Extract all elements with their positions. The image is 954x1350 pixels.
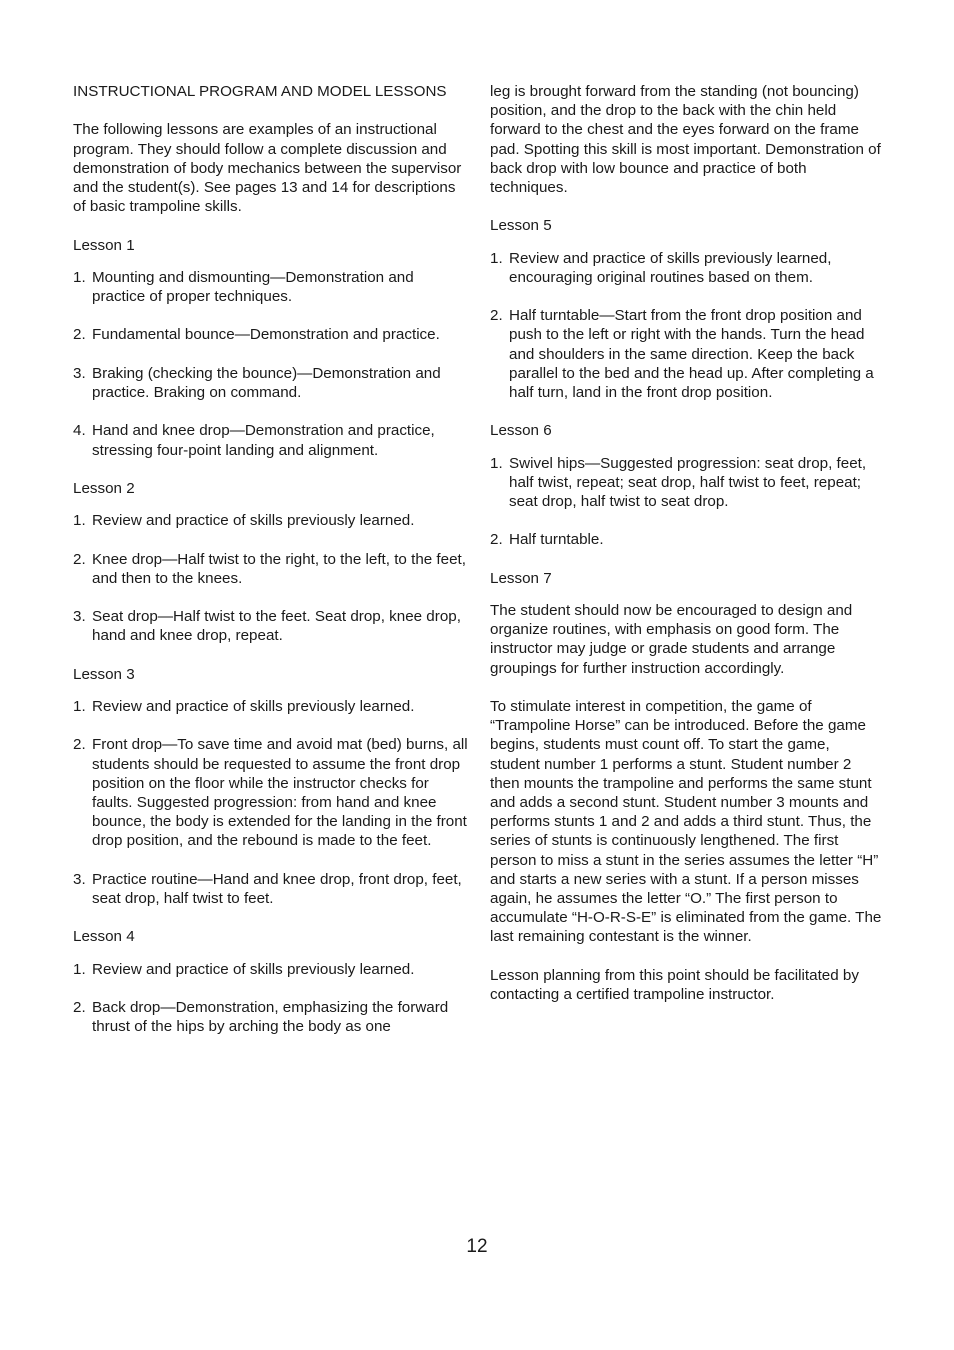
item-number: 1. — [490, 454, 503, 472]
item-number: 2. — [73, 326, 86, 344]
item-number: 4. — [73, 422, 86, 440]
list-item — [73, 268, 468, 306]
intro-paragraph: The following lessons are examples of an instructional program. They should follow a complete discussion and demonstration of body mechanics between the supervisor and the student(s). See pages 13 and 14 for descriptions of basic trampoline skills. — [73, 121, 462, 216]
list-item — [490, 249, 882, 287]
list-item — [490, 306, 882, 402]
item-text: Swivel hips—Suggested progression: seat drop, feet, half twist, repeat; seat drop, half twist to feet, repeat; seat drop, half twist to seat drop. — [509, 454, 867, 511]
lesson-heading: Lesson 1 — [73, 236, 135, 254]
continuation-paragraph: leg is brought forward from the standing (not bouncing) position, and the drop to the back with the chin held forward to the chest and the eyes forward on the frame pad. Spotting this skill is most important. Demonstration of back drop with low bounce and practice of both techniques. — [490, 83, 881, 197]
list-item — [73, 550, 468, 588]
closing-paragraph: Lesson planning from this point should be facilitated by contacting a certified trampoline instructor. — [490, 966, 859, 1004]
left-column — [73, 82, 468, 1056]
list-item — [73, 511, 468, 530]
lesson-heading: Lesson 2 — [73, 479, 135, 497]
lesson-heading: Lesson 6 — [490, 422, 552, 440]
list-item — [490, 454, 882, 512]
list-item — [73, 364, 468, 402]
item-number: 1. — [73, 697, 86, 715]
item-text: Practice routine—Hand and knee drop, front drop, feet, seat drop, half twist to feet. — [92, 870, 462, 907]
section-title: INSTRUCTIONAL PROGRAM AND MODEL LESSONS — [73, 83, 447, 100]
item-text: Review and practice of skills previously learned. — [92, 512, 415, 530]
list-item — [73, 870, 468, 908]
item-text: Half turntable—Start from the front drop position and push to the left or right with the hands. Turn the head and shoulders in the same direction. Keep the back parallel to the bed and the head up. After completing a half turn, land in the front drop position. — [509, 307, 874, 402]
trampoline-horse-paragraph: To stimulate interest in competition, the game of “Trampoline Horse” can be introduced. Before the game begins, students must count off. To start the game, student number 1 performs a stunt. Student number 2 then mounts the trampoline and performs the same stunt and adds a second stunt. Student number 3 mounts and performs stunts 1 and 2 and adds a third stunt. Thus, the series of stunts is continuously lengthened. The first person to miss a stunt in the series assumes the letter “H” and starts a new series with a stunt. If a person misses again, he assumes the letter “O.” The first person to accumulate “H-O-R-S-E” is eliminated from the game. The last remaining contestant is the winner. — [490, 698, 882, 946]
item-text: Review and practice of skills previously learned. — [92, 697, 415, 715]
item-number: 1. — [73, 960, 86, 978]
item-text: Fundamental bounce—Demonstration and practice. — [92, 326, 440, 344]
item-number: 3. — [73, 364, 86, 382]
item-number: 1. — [73, 512, 86, 530]
item-number: 3. — [73, 608, 86, 626]
list-item — [73, 607, 468, 645]
page-number: 12 — [466, 1236, 488, 1257]
item-text: Review and practice of skills previously learned, encouraging original routines based on them. — [509, 249, 832, 286]
list-item — [73, 325, 468, 344]
list-item — [490, 530, 882, 549]
item-text: Half turntable. — [509, 531, 604, 549]
item-number: 2. — [73, 550, 86, 568]
item-text: Seat drop—Half twist to the feet. Seat drop, knee drop, hand and knee drop, repeat. — [92, 608, 461, 645]
lesson-heading: Lesson 3 — [73, 665, 135, 683]
item-number: 2. — [73, 736, 86, 754]
list-item — [73, 697, 468, 716]
lesson-heading: Lesson 5 — [490, 217, 552, 235]
right-column — [490, 82, 882, 1023]
item-text: Braking (checking the bounce)—Demonstration and practice. Braking on command. — [92, 364, 441, 401]
item-number: 3. — [73, 870, 86, 888]
item-number: 1. — [490, 249, 503, 267]
item-text: Front drop—To save time and avoid mat (bed) burns, all students should be requested to assume the front drop position on the floor while the instructor checks for faults. Suggested progression: from hand and knee bounce, the body is extended for the landing in the front drop position, and the rebound is made to the feet. — [92, 736, 468, 850]
item-text: Back drop—Demonstration, emphasizing the forward thrust of the hips by arching the body as one — [92, 998, 449, 1036]
item-number: 2. — [490, 307, 503, 325]
item-number: 2. — [490, 531, 503, 549]
lesson7-paragraph: The student should now be encouraged to design and organize routines, with emphasis on good form. The instructor may judge or grade students and arrange groupings for further instruction accordingly. — [490, 602, 853, 677]
item-text: Knee drop—Half twist to the right, to the left, to the feet, and then to the knees. — [92, 550, 466, 587]
list-item — [73, 998, 468, 1036]
item-text: Mounting and dismounting—Demonstration and practice of proper techniques. — [92, 268, 414, 305]
list-item — [73, 960, 468, 979]
item-text: Hand and knee drop—Demonstration and practice, stressing four-point landing and alignment. — [92, 422, 435, 459]
item-text: Review and practice of skills previously learned. — [92, 960, 415, 978]
list-item — [73, 421, 468, 459]
lesson-heading: Lesson 7 — [490, 569, 552, 587]
list-item — [73, 735, 468, 850]
lesson-heading: Lesson 4 — [73, 928, 135, 946]
item-number: 1. — [73, 268, 86, 286]
item-number: 2. — [73, 998, 86, 1016]
